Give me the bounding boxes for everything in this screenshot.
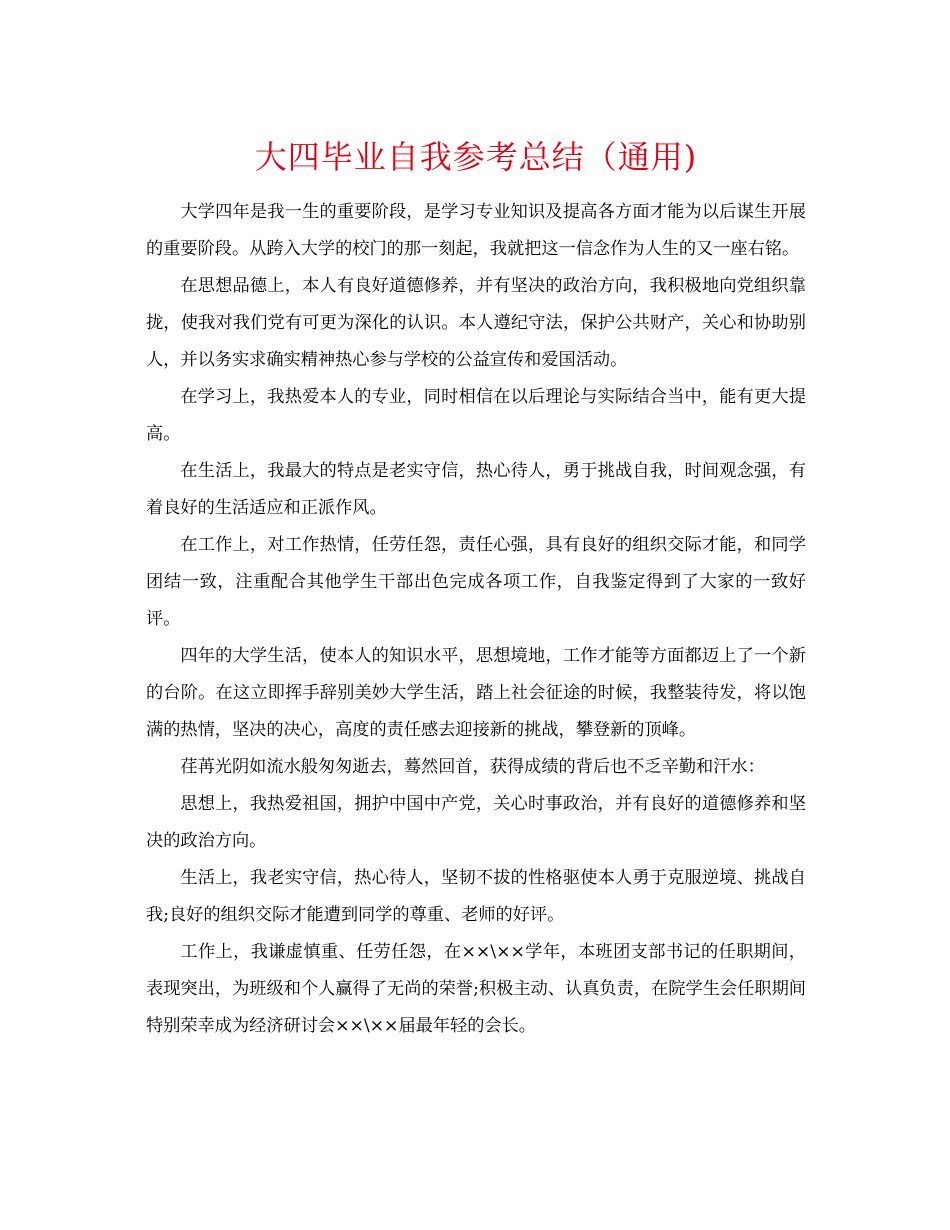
paragraph: 大学四年是我一生的重要阶段，是学习专业知识及提高各方面才能为以后谋生开展的重要阶段。从跨入大学的校门的那一刻起，我就把这一信念作为人生的又一座右铭。 xyxy=(146,202,806,259)
document-page xyxy=(146,130,806,1045)
paragraph: 思想上，我热爱祖国，拥护中国中产党，关心时事政治，并有良好的道德修养和坚决的政治方向。 xyxy=(146,794,806,851)
paragraph: 在学习上，我热爱本人的专业，同时相信在以后理论与实际结合当中，能有更大提高。 xyxy=(146,387,806,444)
paragraph: 工作上，我谦虚慎重、任劳任怨，在××\××学年，本班团支部书记的任职期间，表现突出，为班级和个人赢得了无尚的荣誉;积极主动、认真负责，在院学生会任职期间特别荣幸成为经济研讨会××\××届最年轻的会长。 xyxy=(146,942,806,1036)
paragraph: 荏苒光阴如流水般匆匆逝去，蓦然回首，获得成绩的背后也不乏辛勤和汗水： xyxy=(180,757,765,777)
paragraph: 在生活上，我最大的特点是老实守信，热心待人，勇于挑战自我，时间观念强，有着良好的生活适应和正派作风。 xyxy=(146,461,806,518)
paragraph: 在工作上，对工作热情，任劳任怨，责任心强，具有良好的组织交际才能，和同学团结一致，注重配合其他学生干部出色完成各项工作，自我鉴定得到了大家的一致好评。 xyxy=(146,535,806,629)
paragraph: 在思想品德上，本人有良好道德修养，并有坚决的政治方向，我积极地向党组织靠拢，使我对我们党有可更为深化的认识。本人遵纪守法，保护公共财产，关心和协助别人，并以务实求确实精神热心参与学校的公益宣传和爱国活动。 xyxy=(146,276,806,370)
paragraph: 生活上，我老实守信，热心待人，坚韧不拔的性格驱使本人勇于克服逆境、挑战自我;良好的组织交际才能遭到同学的尊重、老师的好评。 xyxy=(146,868,806,925)
document-title: 大四毕业自我参考总结（通用) xyxy=(254,138,698,176)
paragraph: 四年的大学生活，使本人的知识水平，思想境地，工作才能等方面都迈上了一个新的台阶。在这立即挥手辞别美妙大学生活，踏上社会征途的时候，我整装待发，将以饱满的热情，坚决的决心，高度的责任感去迎接新的挑战，攀登新的顶峰。 xyxy=(146,646,806,740)
